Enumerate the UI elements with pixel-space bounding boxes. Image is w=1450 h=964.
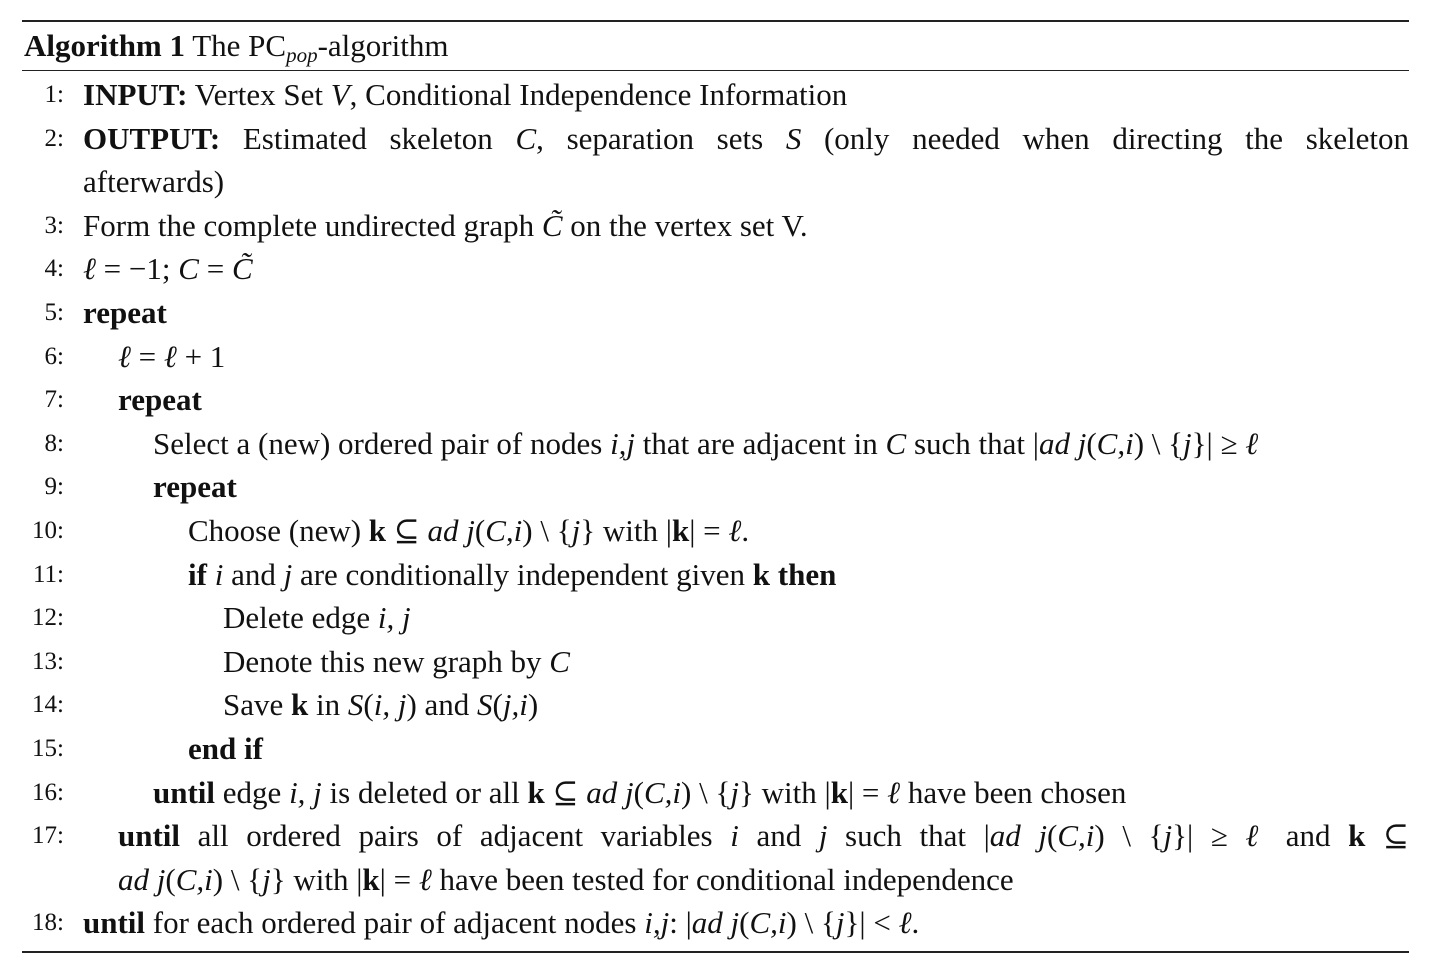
text-segment: } with | xyxy=(580,512,672,548)
math-symbol: ad j xyxy=(586,774,634,810)
math-symbol: ℓ xyxy=(163,338,177,374)
line-number: 16: xyxy=(32,778,64,806)
text-segment: ⊆ xyxy=(1365,818,1410,854)
math-symbol: ad j xyxy=(989,818,1048,854)
line-text xyxy=(223,683,1409,727)
math-symbol: j xyxy=(283,556,293,592)
text-segment: afterwards) xyxy=(83,164,225,200)
math-symbol: ℓ xyxy=(728,512,742,548)
line-text xyxy=(118,378,1409,422)
text-segment: . xyxy=(911,905,920,941)
text-segment: such that | xyxy=(906,425,1039,461)
math-symbol: i, j xyxy=(289,774,322,810)
line-number: 2: xyxy=(44,124,64,152)
text-segment: . xyxy=(741,512,750,548)
math-symbol: i xyxy=(214,556,224,592)
text-segment: are conditionally independent given xyxy=(292,556,753,592)
line-number: 1: xyxy=(44,81,64,108)
text-segment: | = xyxy=(847,774,888,810)
algorithm-box xyxy=(22,20,1409,953)
math-symbol: j xyxy=(1183,425,1192,461)
math-symbol: C,i xyxy=(485,512,523,548)
line-text xyxy=(153,422,1409,466)
line-number: 10: xyxy=(32,516,64,544)
line-text xyxy=(153,465,1409,509)
text-segment: (only needed when directing the skeleton xyxy=(801,120,1410,156)
math-symbol: i,j xyxy=(644,905,670,941)
text-segment: have been chosen xyxy=(900,774,1127,810)
line-number: 15: xyxy=(32,734,64,762)
math-symbol: j xyxy=(262,861,271,897)
algorithm-line xyxy=(22,596,1409,640)
text-segment: Select a (new) ordered pair of nodes xyxy=(153,425,611,461)
math-symbol: ℓ xyxy=(887,774,901,810)
math-symbol: C,i xyxy=(643,774,682,810)
text-segment: ) \ { xyxy=(1094,818,1164,854)
math-symbol: C,i xyxy=(1096,425,1134,461)
math-symbol: C̃ xyxy=(231,251,253,287)
line-number: 17: xyxy=(32,822,64,850)
math-symbol: ad j xyxy=(118,861,166,897)
math-symbol: C̃ xyxy=(541,207,563,243)
line-text xyxy=(83,117,1409,161)
math-symbol: V xyxy=(330,77,350,112)
algorithm-line-continuation xyxy=(22,858,1409,902)
text-segment: }| < xyxy=(844,905,899,941)
text-segment: = −1; xyxy=(95,251,179,287)
text-segment: Delete edge xyxy=(223,600,378,636)
text-segment: for each ordered pair of adjacent nodes xyxy=(145,905,645,941)
text-segment: Choose (new) xyxy=(188,512,369,548)
algorithm-line xyxy=(22,204,1409,248)
text-segment: ) and xyxy=(406,687,478,723)
keyword: until xyxy=(153,774,216,810)
line-text xyxy=(83,73,1409,117)
text-segment: | = xyxy=(689,512,729,548)
line-number: 18: xyxy=(32,909,64,937)
keyword: k xyxy=(1348,818,1366,854)
text-segment: ) xyxy=(527,687,539,723)
math-symbol: ℓ xyxy=(118,338,131,374)
text-segment: ( xyxy=(1047,818,1058,854)
text-segment: ⊆ xyxy=(544,774,587,810)
text-segment: ( xyxy=(633,774,644,810)
text-segment: edge xyxy=(215,774,290,810)
algorithm-line xyxy=(22,422,1409,466)
line-number: 14: xyxy=(32,691,64,719)
math-symbol: j xyxy=(571,512,581,548)
text-segment: : | xyxy=(669,905,692,941)
text-segment: ( xyxy=(165,861,176,897)
line-text xyxy=(188,727,1409,771)
math-symbol: ad j xyxy=(1038,425,1087,461)
text-segment: have been tested for conditional independence xyxy=(431,861,1014,897)
algorithm-line xyxy=(22,73,1409,117)
line-text xyxy=(223,596,1409,640)
keyword: repeat xyxy=(118,382,202,418)
algorithm-line xyxy=(22,117,1409,161)
text-segment: } with | xyxy=(738,774,831,810)
math-symbol: S xyxy=(347,687,364,723)
text-segment: ( xyxy=(474,512,486,548)
text-segment: = xyxy=(198,251,232,287)
math-symbol: S xyxy=(785,120,802,156)
line-text xyxy=(223,640,1409,684)
text-segment: | = xyxy=(379,861,419,897)
keyword: k xyxy=(368,512,387,548)
math-symbol: j xyxy=(1163,818,1173,854)
line-number: 7: xyxy=(44,386,64,414)
text-segment: } with | xyxy=(270,861,363,897)
line-text xyxy=(83,901,1409,945)
text-segment: and xyxy=(738,818,819,854)
math-symbol: i,j xyxy=(610,425,636,461)
keyword: INPUT: xyxy=(83,77,188,112)
line-number: 11: xyxy=(32,560,64,588)
text-segment: Form the complete undirected graph xyxy=(83,207,542,243)
text-segment: ) \ { xyxy=(786,905,836,941)
text-segment: that are adjacent in xyxy=(635,425,886,461)
text-segment: and xyxy=(223,556,284,592)
keyword: k xyxy=(527,774,545,810)
math-symbol: C xyxy=(178,251,199,287)
text-segment: ) \ { xyxy=(522,512,572,548)
math-symbol: ℓ xyxy=(1245,425,1259,461)
math-symbol: j,i xyxy=(502,687,528,723)
text-segment: -algorithm xyxy=(317,28,449,63)
keyword: k xyxy=(830,774,848,810)
math-symbol: C xyxy=(885,425,907,461)
keyword: k xyxy=(671,512,690,548)
text-segment: ( xyxy=(363,687,374,723)
text-segment: }| ≥ xyxy=(1191,425,1246,461)
text-segment: Save xyxy=(223,687,292,723)
math-symbol: i, j xyxy=(373,687,407,723)
line-number: 5: xyxy=(44,298,64,326)
text-segment xyxy=(207,557,215,592)
keyword: k then xyxy=(752,556,837,592)
math-symbol: C,i xyxy=(175,861,213,897)
line-number: 9: xyxy=(44,473,64,501)
algorithm-line xyxy=(22,901,1409,945)
math-symbol: j xyxy=(730,774,739,810)
text-segment: ) \ { xyxy=(681,774,731,810)
text-segment: all ordered pairs of adjacent variables xyxy=(180,818,731,854)
line-text xyxy=(118,335,1409,379)
algorithm-title xyxy=(22,22,1409,70)
line-number: 8: xyxy=(44,429,64,457)
text-segment: The PC xyxy=(185,28,287,63)
bottom-rule xyxy=(22,951,1409,953)
line-text xyxy=(118,858,1409,902)
text-segment: }| ≥ xyxy=(1172,818,1246,854)
text-segment: and xyxy=(1268,818,1349,854)
math-symbol: C,i xyxy=(749,905,787,941)
keyword: k xyxy=(362,861,380,897)
line-number: 12: xyxy=(32,604,64,632)
math-symbol: ℓ xyxy=(418,861,432,897)
line-number: 6: xyxy=(44,342,64,370)
text-segment: , Conditional Independence Information xyxy=(349,77,848,112)
line-number: 13: xyxy=(32,647,64,675)
text-segment: Vertex Set xyxy=(187,77,331,112)
math-symbol: j xyxy=(818,818,828,854)
text-segment: Denote this new graph by xyxy=(223,643,550,679)
keyword: repeat xyxy=(153,469,237,505)
math-symbol: ℓ xyxy=(83,251,96,287)
algorithm-lines xyxy=(22,71,1409,945)
math-symbol: ℓ xyxy=(898,905,912,941)
line-text xyxy=(83,204,1409,248)
keyword: until xyxy=(83,905,146,941)
text-segment: pop xyxy=(286,43,318,67)
algorithm-line xyxy=(22,378,1409,422)
text-segment: ⊆ xyxy=(386,512,428,548)
keyword: if xyxy=(188,556,207,592)
math-symbol: C xyxy=(549,643,570,679)
math-symbol: j xyxy=(835,905,845,941)
text-segment: + 1 xyxy=(176,338,226,374)
algorithm-line xyxy=(22,291,1409,335)
keyword: repeat xyxy=(83,294,167,330)
keyword: OUTPUT: xyxy=(83,120,221,156)
line-text xyxy=(153,771,1409,815)
text-segment: ) \ { xyxy=(1133,425,1184,461)
algorithm-line-continuation xyxy=(22,160,1409,204)
keyword: until xyxy=(118,818,181,854)
algorithm-line xyxy=(22,771,1409,815)
line-text xyxy=(188,553,1409,597)
text-segment: ( xyxy=(492,687,503,723)
keyword: Algorithm 1 xyxy=(24,28,186,63)
text-segment: ( xyxy=(739,905,750,941)
text-segment: ) \ { xyxy=(212,861,263,897)
line-number: 4: xyxy=(44,255,64,283)
algorithm-line xyxy=(22,553,1409,597)
text-segment: is deleted or all xyxy=(321,774,528,810)
math-symbol: S xyxy=(477,687,493,723)
line-text xyxy=(188,509,1409,553)
algorithm-line xyxy=(22,683,1409,727)
algorithm-line xyxy=(22,814,1409,858)
algorithm-line xyxy=(22,509,1409,553)
line-text xyxy=(83,247,1409,291)
math-symbol: i, j xyxy=(377,600,411,636)
math-symbol: ad j xyxy=(427,512,475,548)
text-segment: such that | xyxy=(827,818,990,854)
algorithm-line xyxy=(22,727,1409,771)
line-text xyxy=(83,160,1409,204)
algorithm-line xyxy=(22,247,1409,291)
math-symbol: i xyxy=(730,818,739,854)
text-segment: on the vertex set V. xyxy=(562,207,808,243)
algorithm-line xyxy=(22,335,1409,379)
math-symbol: ℓ xyxy=(1245,818,1269,854)
algorithm-line xyxy=(22,640,1409,684)
algorithm-line xyxy=(22,465,1409,509)
text-segment: Estimated skeleton xyxy=(220,120,516,156)
math-symbol: C,i xyxy=(1057,818,1095,854)
line-text xyxy=(118,814,1409,858)
text-segment: , separation sets xyxy=(536,120,786,156)
line-number: 3: xyxy=(44,211,64,239)
text-segment: in xyxy=(308,687,348,723)
keyword: k xyxy=(291,687,309,723)
text-segment: ( xyxy=(1086,425,1097,461)
line-text xyxy=(83,291,1409,335)
text-segment: = xyxy=(130,338,164,374)
math-symbol: ad j xyxy=(691,905,740,941)
keyword: end if xyxy=(188,730,263,766)
math-symbol: C xyxy=(515,120,537,156)
